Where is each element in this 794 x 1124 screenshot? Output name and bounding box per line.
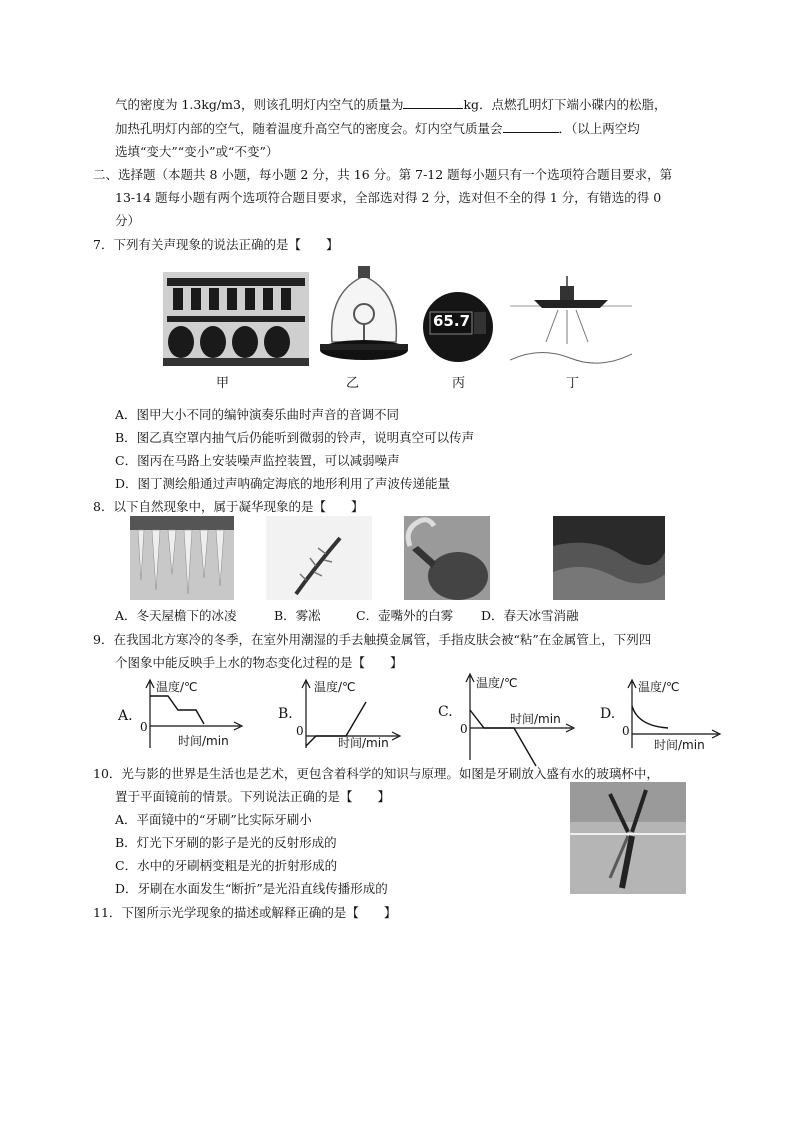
sonar-ship-photo [510,272,632,366]
graph-d-letter: D. [600,706,616,722]
q8-option-c: C．壶嘴外的白雾 [356,608,454,623]
fill-line-2a: 加热孔明灯内部的空气，随着温度升高空气的密度会。灯内空气质量会 [115,121,503,136]
graph-b-origin: 0 [296,724,304,738]
graph-b [276,676,412,752]
q7-option-a: A．图甲大小不同的编钟演奏乐曲时声音的音调不同 [115,407,400,422]
snow-melt-photo [553,516,665,600]
fill-line-3: 选填“变大”“变小”或“不变”） [115,144,279,159]
graph-d [596,676,726,752]
answer-blank-2[interactable] [503,120,559,133]
q10-option-c: C．水中的牙刷柄变粗是光的折射形成的 [115,858,338,873]
q8-option-b: B．雾凇 [274,608,321,623]
graph-c-xlabel: 时间/min [510,712,561,726]
q10-option-d: D．牙刷在水面发生“断折”是光沿直线传播形成的 [115,881,388,896]
graph-d-xlabel: 时间/min [654,738,705,752]
graph-a [112,676,252,752]
graph-d-ylabel: 温度/℃ [638,680,680,694]
graph-c-origin: 0 [460,722,468,736]
noise-monitor-photo [420,290,496,364]
graph-d-origin: 0 [622,724,630,738]
q7-option-b: B．图乙真空罩内抽气后仍能听到微弱的铃声，说明真空可以传声 [115,430,475,445]
fill-line-1b: kg．点燃孔明灯下端小碟内的松脂， [463,97,667,112]
fill-line-2 [115,119,640,137]
section-heading: 二、选择题（本题共 8 小题，每小题 2 分，共 16 分。第 7-12 题每小题只有一个选项符合题目要求，第 [93,167,673,182]
q10-option-a: A．平面镜中的“牙刷”比实际牙刷小 [115,812,312,827]
q11-stem: 11．下图所示光学现象的描述或解释正确的是【 】 [93,905,397,920]
caption-jia: 甲 [216,376,230,391]
noise-reading: 65.7 [433,312,471,330]
graph-a-ylabel: 温度/℃ [156,680,198,694]
section-heading-2: 13-14 题每小题有两个选项符合题目要求，全部选对得 2 分，选对但不全的得 1 分，有错选的得 0 [115,190,662,205]
graph-a-origin: 0 [140,720,148,734]
graph-b-letter: B. [278,706,293,722]
q8-option-d: D．春天冰雪消融 [481,608,579,623]
bianzhong-photo [163,272,309,366]
q9-stem-2: 个图象中能反映手上水的物态变化过程的是【 】 [115,655,403,670]
q7-stem: 7．下列有关声现象的说法正确的是【 】 [93,237,339,252]
graph-a-xlabel: 时间/min [178,734,229,748]
toothbrush-photo [570,782,686,894]
graph-b-xlabel: 时间/min [338,736,389,750]
caption-yi: 乙 [346,376,360,391]
icicle-photo [130,516,234,600]
graph-c-letter: C. [438,704,453,720]
q10-option-b: B．灯光下牙刷的影子是光的反射形成的 [115,835,337,850]
q7-option-d: D．图丁测绘船通过声呐确定海底的地形利用了声波传递能量 [115,476,451,491]
q10-stem-1: 10．光与影的世界是生活也是艺术，更包含着科学的知识与原理。如图是牙刷放入盛有水的玻璃杯中， [93,766,659,781]
vacuum-bell-photo [318,262,410,366]
graph-c-ylabel: 温度/℃ [476,676,518,690]
graph-c [436,670,576,770]
rime-photo [266,516,372,600]
q8-stem: 8．以下自然现象中，属于凝华现象的是【 】 [93,499,364,514]
answer-blank-1[interactable] [403,96,463,109]
caption-bing: 丙 [452,376,466,391]
q9-stem-1: 9．在我国北方寒冷的冬季，在室外用潮湿的手去触摸金属管，手指皮肤会被“粘”在金属管上，下列四 [93,632,652,647]
graph-a-letter: A. [118,708,133,724]
caption-ding: 丁 [566,376,580,391]
q8-option-a: A．冬天屋檐下的冰凌 [115,608,237,623]
fill-line-1 [115,95,667,113]
q7-option-c: C．图丙在马路上安装噪声监控装置，可以减弱噪声 [115,453,400,468]
fill-line-2b: ．（以上两空均 [558,121,640,136]
kettle-mist-photo [404,516,490,600]
fill-line-1a: 气的密度为 1.3kg/m3，则该孔明灯内空气的质量为 [115,97,404,112]
q10-stem-2: 置于平面镜前的情景。下列说法正确的是【 】 [115,789,391,804]
graph-b-ylabel: 温度/℃ [314,680,356,694]
section-heading-3: 分） [115,213,141,228]
